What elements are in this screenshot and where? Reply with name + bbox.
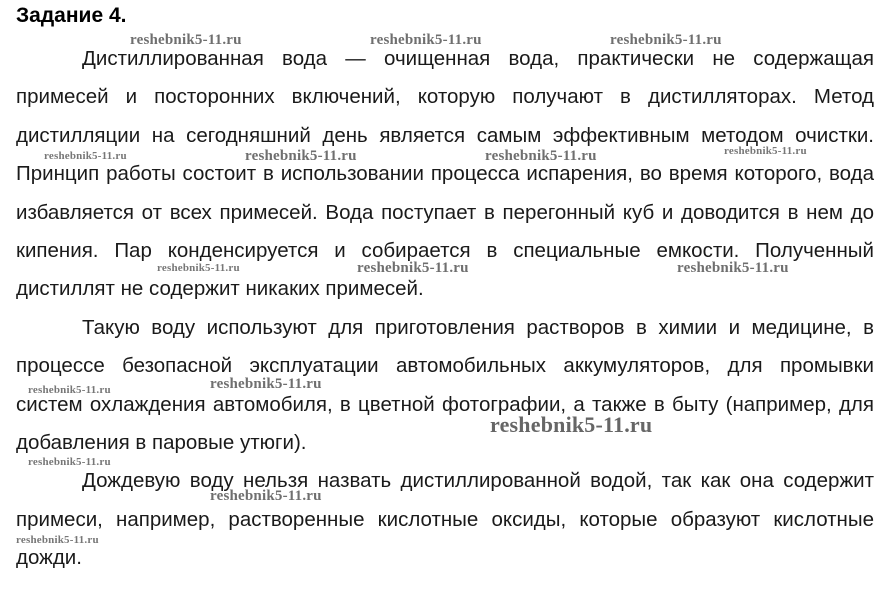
- watermark: reshebnik5-11.ru: [370, 32, 482, 48]
- watermark: reshebnik5-11.ru: [28, 456, 111, 468]
- watermark: reshebnik5-11.ru: [28, 384, 111, 396]
- paragraph-distilled-water: Дистиллированная вода — очищенная вода, практически не содержащая примесей и посторонних включений, которую получают в дистилляторах. Метод дистилляции на сегодняшний день является самым эффективным методом очистки. Принцип работы состоит в использовании процесса испарения, во время которого, вода избавляется от всех примесей. Вода поступает в перегонный куб и доводится в нем до кипения. Пар конденсируется и собирается в специальные емкости. Полученный дистиллят не содержит никаких примесей.: [16, 47, 874, 301]
- watermark: reshebnik5-11.ru: [157, 262, 240, 274]
- watermark: reshebnik5-11.ru: [357, 260, 469, 276]
- watermark: reshebnik5-11.ru: [44, 150, 127, 162]
- watermark: reshebnik5-11.ru: [485, 148, 597, 164]
- watermark: reshebnik5-11.ru: [245, 148, 357, 164]
- task-title: Задание 4.: [16, 4, 127, 27]
- paragraph-usage: Такую воду используют для приготовления растворов в химии и медицине, в процессе безопасной эксплуатации автомобильных аккумуляторов, для промывки систем охлаждения автомобиля, в цветной фотографии, а также в быту (например, для добавления в паровые утюги).: [16, 315, 874, 455]
- paragraph-rain-water: Дождевую воду нельзя назвать дистиллированной водой, так как она содержит примеси, например, растворенные кислотные оксиды, которые образуют кислотные дожди.: [16, 469, 874, 570]
- watermark: reshebnik5-11.ru: [210, 488, 322, 504]
- watermark: reshebnik5-11.ru: [16, 534, 99, 546]
- watermark: reshebnik5-11.ru: [130, 32, 242, 48]
- watermark: reshebnik5-11.ru: [210, 376, 322, 392]
- task-answer-text: [16, 40, 874, 578]
- watermark: reshebnik5-11.ru: [677, 260, 789, 276]
- watermark: reshebnik5-11.ru: [610, 32, 722, 48]
- watermark: reshebnik5-11.ru: [724, 145, 807, 157]
- watermark: reshebnik5-11.ru: [490, 412, 653, 437]
